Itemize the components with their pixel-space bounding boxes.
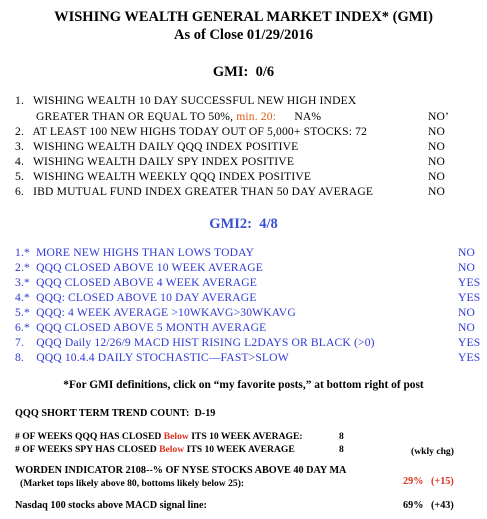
gmi-item-1-text: WISHING WEALTH 10 DAY SUCCESSFUL NEW HIGH INDEX	[32, 94, 357, 107]
gmi-item-4	[15, 155, 294, 168]
trend-count	[15, 408, 215, 419]
gmi-item-2-text: AT LEAST 100 NEW HIGHS TODAY OUT OF 5,000+ STOCKS: 72	[32, 125, 368, 138]
gmi2-item-2-text: QQQ CLOSED ABOVE 10 WEEK AVERAGE	[36, 261, 263, 274]
weeks-spy-row	[15, 444, 295, 455]
gmi2-item-4-num: 4.*	[15, 291, 30, 304]
weeks-qqq-label-end: ITS 10 WEEK AVERAGE:	[191, 431, 303, 442]
gmi2-item-5-num: 5.*	[15, 306, 30, 319]
trend-count-value: D-19	[194, 408, 216, 419]
worden-value-pct: 29%	[403, 476, 424, 487]
gmi2-item-4-text: QQQ: CLOSED ABOVE 10 DAY AVERAGE	[36, 291, 257, 304]
weeks-spy-value: 8	[339, 444, 344, 455]
gmi2-item-2-num: 2.*	[15, 261, 30, 274]
weeks-spy-label-end: ITS 10 WEEK AVERAGE	[186, 444, 295, 455]
gmi2-item-8-value: YES	[458, 351, 481, 364]
gmi2-score-label: GMI2:	[209, 216, 252, 232]
gmi-score-label: GMI:	[212, 64, 249, 80]
trend-count-label: QQQ SHORT TERM TREND COUNT:	[15, 408, 190, 419]
gmi-item-1	[15, 94, 356, 107]
gmi-item-5-num: 5.	[15, 170, 24, 183]
gmi2-item-7-num: 7.	[15, 336, 24, 349]
gmi2-item-1	[15, 246, 254, 259]
gmi-item-3-value: NO	[428, 140, 446, 153]
gmi-item-1-na: NA%	[294, 110, 322, 123]
worden-value-change: (+15)	[431, 476, 454, 487]
gmi-item-6	[15, 185, 373, 198]
gmi2-item-7	[15, 336, 375, 349]
gmi-item-2	[15, 125, 367, 138]
weeks-qqq-value: 8	[339, 431, 344, 442]
gmi2-score-value: 4/8	[259, 216, 278, 232]
gmi-item-1-line2	[36, 110, 321, 123]
gmi2-item-3-text: QQQ CLOSED ABOVE 4 WEEK AVERAGE	[36, 276, 258, 289]
gmi2-item-2-value: NO	[458, 261, 476, 274]
page-title: WISHING WEALTH GENERAL MARKET INDEX* (GMI)	[54, 9, 433, 25]
weeks-spy-below: Below	[159, 444, 185, 455]
gmi2-item-2	[15, 261, 263, 274]
definitions-note: *For GMI definitions, click on “my favorite posts,” at bottom right of post	[63, 379, 424, 391]
weeks-spy-label: # OF WEEKS SPY HAS CLOSED	[15, 444, 157, 455]
gmi2-item-1-value: NO	[458, 246, 476, 259]
gmi2-item-4-value: YES	[458, 291, 481, 304]
gmi-item-3-text: WISHING WEALTH DAILY QQQ INDEX POSITIVE	[32, 140, 299, 153]
gmi-item-6-text: IBD MUTUAL FUND INDEX GREATER THAN 50 DAY AVERAGE	[33, 185, 374, 198]
gmi-score-value: 0/6	[255, 64, 275, 80]
gmi-item-3	[15, 140, 298, 153]
gmi2-item-5	[15, 306, 296, 319]
gmi-item-4-value: NO	[428, 155, 446, 168]
worden-value	[403, 476, 454, 487]
gmi2-item-6	[15, 321, 266, 334]
gmi-item-6-num: 6.	[15, 185, 24, 198]
gmi-item-2-value: NO	[428, 125, 446, 138]
gmi-item-1-min: min. 20:	[236, 110, 277, 123]
gmi2-item-7-text: QQQ Daily 12/26/9 MACD HIST RISING L2DAYS OR BLACK (>0)	[36, 336, 375, 349]
weeks-qqq-label: # OF WEEKS QQQ HAS CLOSED	[15, 431, 162, 442]
gmi2-item-4	[15, 291, 257, 304]
gmi-item-5	[15, 170, 311, 183]
gmi-item-4-text: WISHING WEALTH DAILY SPY INDEX POSITIVE	[32, 155, 295, 168]
gmi-item-2-num: 2.	[15, 125, 24, 138]
gmi2-item-5-value: NO	[458, 306, 476, 319]
gmi-item-1-value: NO’	[428, 110, 450, 123]
as-of-date: As of Close 01/29/2016	[174, 27, 313, 43]
gmi2-item-7-value: YES	[458, 336, 481, 349]
gmi-item-5-value: NO	[428, 170, 446, 183]
weeks-qqq-below: Below	[163, 431, 189, 442]
gmi2-score	[0, 216, 487, 233]
gmi-item-5-text: WISHING WEALTH WEEKLY QQQ INDEX POSITIVE	[32, 170, 312, 183]
nasdaq-value-pct: 69%	[403, 500, 424, 511]
gmi2-item-5-text: QQQ: 4 WEEK AVERAGE >10WKAVG>30WKAVG	[36, 306, 296, 319]
gmi2-item-3	[15, 276, 257, 289]
nasdaq-label: Nasdaq 100 stocks above MACD signal line:	[15, 500, 207, 511]
gmi2-item-1-num: 1.*	[15, 246, 30, 259]
gmi2-item-1-text: MORE NEW HIGHS THAN LOWS TODAY	[36, 246, 255, 259]
worden-note: (Market tops likely above 80, bottoms likely below 25):	[20, 478, 245, 489]
gmi-item-4-num: 4.	[15, 155, 24, 168]
nasdaq-value	[403, 500, 454, 511]
weekly-change-label: (wkly chg)	[411, 446, 454, 457]
gmi2-item-8-text: QQQ 10.4.4 DAILY STOCHASTIC—FAST>SLOW	[36, 351, 289, 364]
gmi-item-1-num: 1.	[15, 94, 24, 107]
weeks-qqq-row	[15, 431, 303, 442]
gmi2-item-8	[15, 351, 289, 364]
gmi-item-1-criteria: GREATER THAN OR EQUAL TO 50%,	[36, 110, 234, 123]
gmi2-item-3-value: YES	[458, 276, 481, 289]
nasdaq-value-change: (+43)	[431, 500, 454, 511]
worden-label: WORDEN INDICATOR 2108--% OF NYSE STOCKS ABOVE 40 DAY MA	[15, 465, 347, 476]
gmi2-item-6-value: NO	[458, 321, 476, 334]
gmi2-item-3-num: 3.*	[15, 276, 30, 289]
gmi-item-3-num: 3.	[15, 140, 24, 153]
gmi2-item-6-num: 6.*	[15, 321, 30, 334]
gmi2-item-8-num: 8.	[15, 351, 24, 364]
gmi2-item-6-text: QQQ CLOSED ABOVE 5 MONTH AVERAGE	[36, 321, 267, 334]
gmi-score	[0, 64, 487, 81]
gmi-item-6-value: NO	[428, 185, 446, 198]
